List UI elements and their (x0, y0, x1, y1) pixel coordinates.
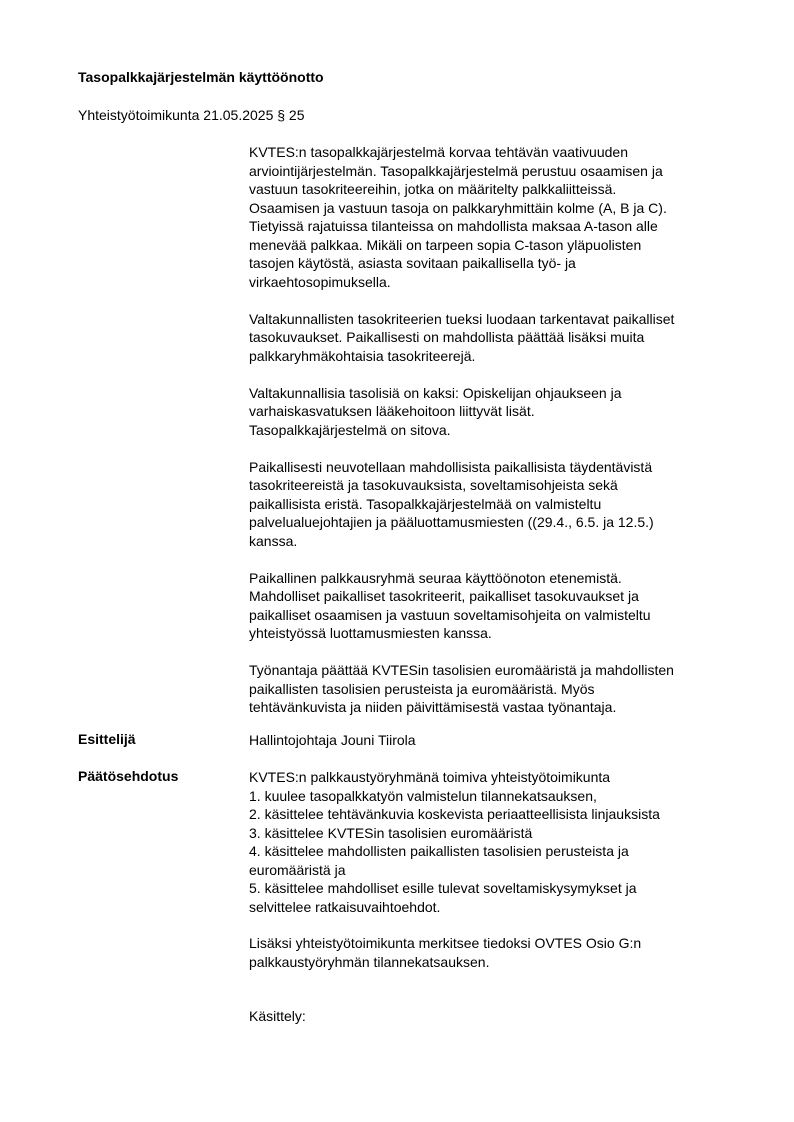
additional-note (249, 934, 749, 971)
paragraph (249, 661, 749, 717)
text-line: Tasopalkkajärjestelmä on sitova. (249, 421, 451, 438)
text-line: tehtävänkuvista ja niiden päivittämisestä vastaa työnantaja. (249, 699, 617, 715)
document-title: Tasopalkkajärjestelmän käyttöönotto (78, 69, 324, 85)
text-line: kanssa. (249, 532, 298, 549)
paragraph (249, 143, 749, 291)
presenter-label: Esittelijä (78, 731, 136, 747)
text-line: virkaehtosopimuksella. (249, 273, 391, 290)
text-line: 4. käsittelee mahdollisten paikallisten tasolisien perusteista ja (249, 843, 629, 859)
proposal-label: Päätösehdotus (78, 768, 179, 784)
paragraph (249, 569, 749, 643)
text-line: Paikallisesti neuvotellaan mahdollisista paikallisista täydentävistä (249, 458, 653, 475)
text-line: tasokuvaukset. Paikallisesti on mahdollista päättää lisäksi muita (249, 329, 645, 345)
text-line: Valtakunnallisia tasolisiä on kaksi: Opiskelijan ohjaukseen ja (249, 384, 622, 401)
text-line: Mahdolliset paikalliset tasokriteerit, paikalliset tasokuvaukset ja (249, 588, 639, 604)
text-line: Lisäksi yhteistyötoimikunta merkitsee tiedoksi OVTES Osio G:n (249, 935, 642, 951)
text-line: 5. käsittelee mahdolliset esille tulevat soveltamiskysymykset ja (249, 880, 637, 896)
presenter-value (249, 731, 749, 750)
text-line: tasokriteereistä ja tasokuvauksista, soveltamisohjeista sekä (249, 477, 618, 493)
description-body (249, 143, 749, 735)
text-line: paikalliset osaamisen ja vastuun soveltamisohjeita on valmisteltu (249, 606, 651, 623)
text-line: vastuun tasokriteereihin, jotka on määritelty palkkaliitteissä. (249, 181, 617, 197)
meeting-reference: Yhteistyötoimikunta 21.05.2025 § 25 (78, 107, 305, 123)
text-line: Tietyissä rajatuissa tilanteissa on mahdollista maksaa A-tason alle (249, 218, 658, 234)
text-line: yhteistyössä luottamusmiesten kanssa. (249, 625, 492, 641)
text-line: Käsittely: (249, 1008, 306, 1024)
text-line: 3. käsittelee KVTESin tasolisien euromääristä (249, 824, 533, 841)
proposal-body (249, 768, 749, 916)
text-line: 1. kuulee tasopalkkatyön valmistelun tilannekatsauksen, (249, 787, 597, 804)
text-line: paikallisten tasolisien perusteista ja euromääristä. Myös (249, 680, 595, 697)
text-line: Osaamisen ja vastuun tasoja on palkkaryhmittäin kolme (A, B ja C). (249, 199, 667, 216)
handling-label (249, 1007, 749, 1026)
text-line: palvelualuejohtajien ja pääluottamusmiesten ((29.4., 6.5. ja 12.5.) (249, 514, 654, 530)
text-line: arviointijärjestelmän. Tasopalkkajärjestelmä perustuu osaamisen ja (249, 162, 663, 179)
text-line: tasojen käytöstä, asiasta sovitaan paikallisella työ- ja (249, 255, 576, 271)
text-line: euromääristä ja (249, 861, 346, 878)
text-line: selvittelee ratkaisuvaihtoehdot. (249, 898, 441, 915)
text-line: KVTES:n tasopalkkajärjestelmä korvaa tehtävän vaativuuden (249, 144, 628, 160)
text-line: Hallintojohtaja Jouni Tiirola (249, 732, 416, 748)
text-line: Paikallinen palkkausryhmä seuraa käyttöönoton etenemistä. (249, 569, 622, 586)
text-line: menevää palkkaa. Mikäli on tarpeen sopia C-tason yläpuolisten (249, 236, 642, 253)
text-line: paikallisista eristä. Tasopalkkajärjestelmää on valmisteltu (249, 495, 602, 512)
text-line: Valtakunnallisten tasokriteerien tueksi luodaan tarkentavat paikalliset (249, 310, 675, 327)
text-line: palkkaustyöryhmän tilannekatsauksen. (249, 953, 490, 970)
paragraph (249, 384, 749, 440)
paragraph (249, 458, 749, 551)
text-line: Työnantaja päättää KVTESin tasolisien euromääristä ja mahdollisten (249, 662, 674, 678)
text-line: palkkaryhmäkohtaisia tasokriteerejä. (249, 347, 476, 364)
paragraph (249, 310, 749, 366)
text-line: 2. käsittelee tehtävänkuvia koskevista periaatteellisista linjauksista (249, 806, 660, 822)
text-line: varhaiskasvatuksen lääkehoitoon liittyvät lisät. (249, 403, 535, 419)
text-line: KVTES:n palkkaustyöryhmänä toimiva yhteistyötoimikunta (249, 769, 611, 785)
